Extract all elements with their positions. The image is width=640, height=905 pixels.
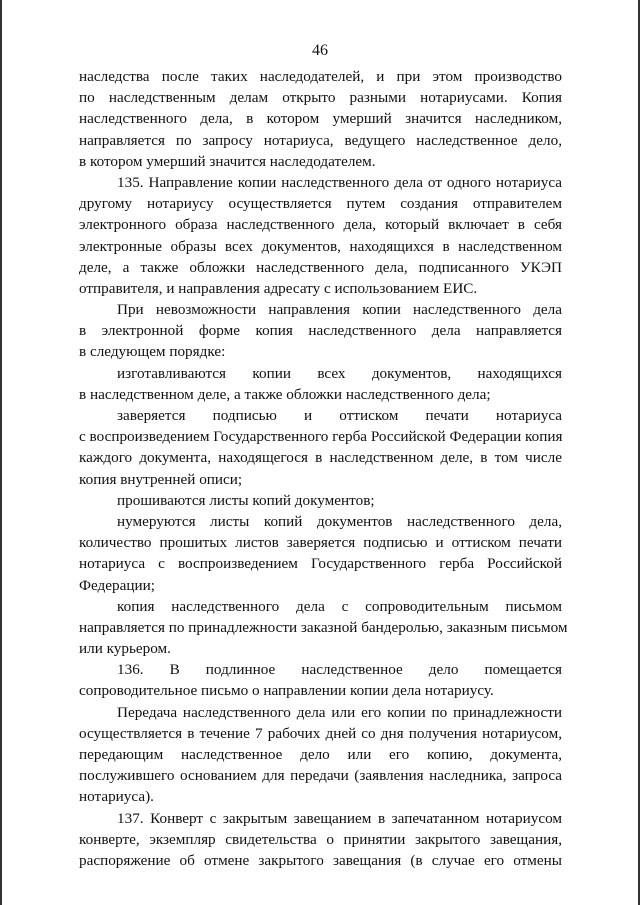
text-line: в электронной форме копия наследственного дела направляется [79,322,562,340]
text-line: Передача наследственного дела или его копии по принадлежности [117,703,562,721]
text-line: копия наследственного дела с сопроводительным письмом [117,597,562,615]
text-line: распоряжение об отмене закрытого завещания (в случае его отмены [79,851,562,869]
text-line: копия внутренней описи; [79,470,243,488]
text-line: направляется по принадлежности заказной бандеролью, заказным письмом [79,618,568,636]
text-line: в наследственном деле, а также обложки наследственного дела; [79,385,491,403]
page-number: 46 [312,42,328,59]
text-line: каждого документа, находящегося в наследственном деле, в том числе [79,449,562,467]
text-line: При невозможности направления копии наследственного дела [117,301,562,319]
text-line: нумеруются листы копий документов наследственного дела, [117,512,562,530]
text-line: прошиваются листы копий документов; [117,491,375,509]
text-line: с воспроизведением Государственного герба Российской Федерации копия [79,428,563,446]
text-line: сопроводительное письмо о направлении копии дела нотариусу. [79,682,494,700]
text-line: в котором умерший значится наследодателем. [79,152,376,170]
text-line: деле, а также обложки наследственного дела, подписанного УКЭП [79,258,562,276]
text-line: в следующем порядке: [79,343,226,361]
text-line: осуществляется в течение 7 рабочих дней со дня получения нотариусом, [79,724,562,742]
text-line: заверяется подписью и оттиском печати нотариуса [117,407,562,424]
text-line: 135. Направление копии наследственного дела от одного нотариуса [117,173,562,191]
text-line: направляется по запросу нотариуса, ведущего наследственное дело, [79,131,562,149]
text-line: передающим наследственное дело или его копию, документа, [79,746,562,763]
document-body [79,66,568,871]
text-line: электронного образа наследственного дела, который включает в себя [79,216,562,234]
text-line: послужившего основанием для передачи (заявления наследника, запроса [79,767,562,785]
text-line: конверте, экземпляр свидетельства о принятии закрытого завещания, [79,830,562,848]
text-line: 137. Конверт с закрытым завещанием в запечатанном нотариусом [117,809,562,827]
text-line: 136. В подлинное наследственное дело помещается [117,661,562,679]
text-line: или курьером. [79,640,171,658]
text-line: наследственного дела, в котором умерший значится наследником, [79,110,562,128]
text-line: наследства после таких наследодателей, и при этом производство [79,68,562,85]
text-line: количество прошитых листов заверяется подписью и оттиском печати [79,534,562,552]
text-line: изготавливаются копии всех документов, находящихся [117,364,562,382]
text-line: нотариуса). [79,788,154,806]
text-line: Федерации; [79,576,155,594]
text-line: другому нотариусу осуществляется путем создания отправителем [79,195,562,213]
text-line: электронные образы всех документов, находящихся в наследственном [79,237,562,255]
text-line: нотариуса с воспроизведением Государственного герба Российской [79,555,562,573]
text-line: отправителя, и направления адресату с использованием ЕИС. [79,279,478,297]
text-line: по наследственным делам открыто разными нотариусами. Копия [79,89,562,107]
